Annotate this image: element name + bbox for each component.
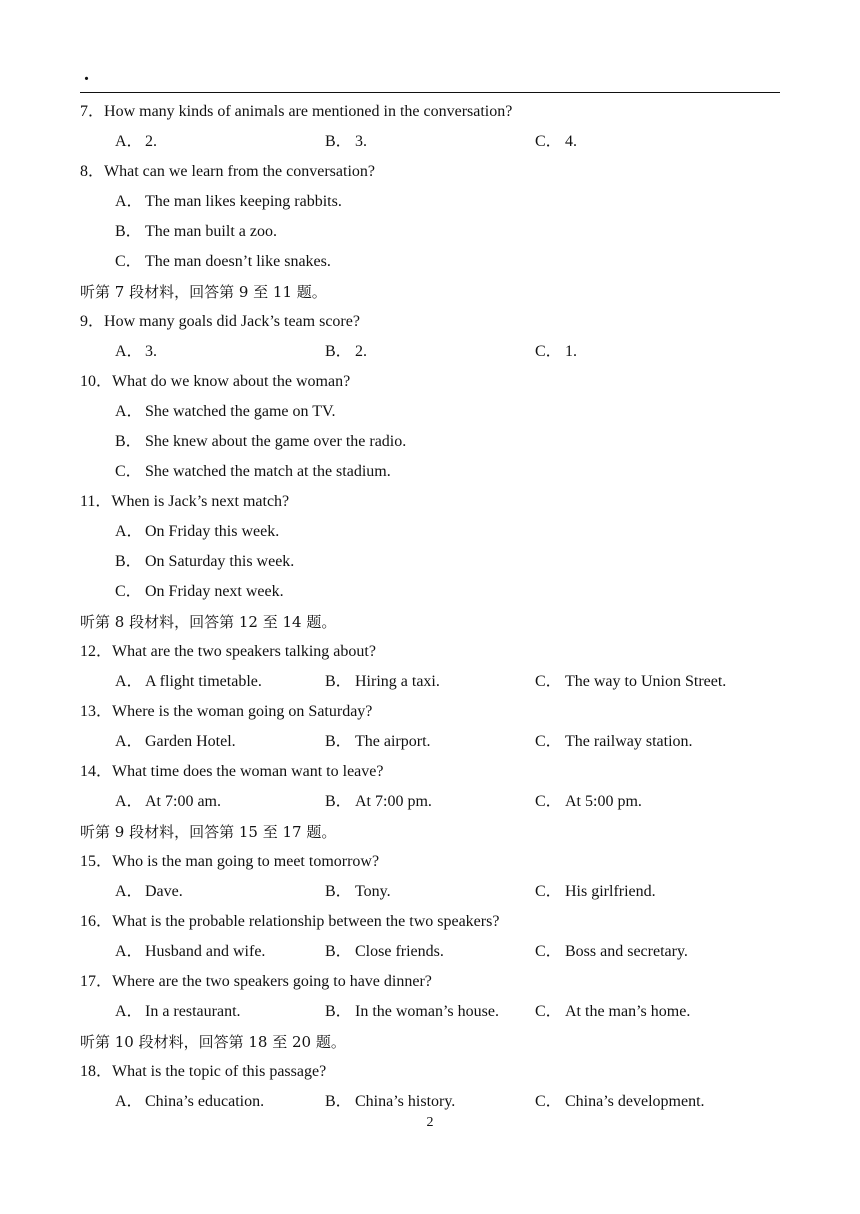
option: [115, 517, 279, 547]
option-text: 2.: [145, 133, 157, 150]
question-line: [80, 697, 780, 727]
option-text: She knew about the game over the radio.: [145, 433, 407, 450]
option: [115, 577, 284, 607]
option: [535, 877, 656, 907]
option: [535, 337, 577, 367]
option-letter: A．: [115, 193, 143, 210]
section-instruction: [80, 1027, 780, 1057]
question-text: How many kinds of animals are mentioned in the conversation?: [104, 103, 513, 120]
option: [325, 937, 444, 967]
options-row: [80, 997, 780, 1027]
option-letter: A．: [115, 883, 143, 900]
option-line: [80, 517, 780, 547]
question-line: [80, 907, 780, 937]
option: [115, 787, 221, 817]
question-line: [80, 967, 780, 997]
section-instruction: [80, 817, 780, 847]
question-number: 7．: [80, 103, 105, 120]
option-letter: C．: [115, 463, 142, 480]
option: [115, 547, 294, 577]
option-text: On Friday this week.: [145, 523, 280, 540]
option-text: The railway station.: [565, 733, 693, 750]
option-letter: B．: [115, 553, 142, 570]
option-text: 2.: [355, 343, 367, 360]
option-letter: B．: [115, 433, 142, 450]
options-row: [80, 127, 780, 157]
option-letter: A．: [115, 943, 143, 960]
question-line: [80, 157, 780, 187]
question-text: Who is the man going to meet tomorrow?: [112, 853, 380, 870]
section-text: 听第 10 段材料，回答第 18 至 20 题。: [80, 1033, 346, 1051]
question-text: What is the probable relationship between the two speakers?: [112, 913, 500, 930]
question-list: [80, 97, 780, 1117]
option-letter: B．: [325, 733, 352, 750]
option: [535, 667, 726, 697]
option: [115, 667, 262, 697]
option: [115, 937, 265, 967]
option-text: Tony.: [355, 883, 391, 900]
option-line: [80, 457, 780, 487]
section-text: 听第 8 段材料，回答第 12 至 14 题。: [80, 613, 337, 631]
question-number: 16．: [80, 913, 113, 930]
option-letter: C．: [535, 883, 562, 900]
options-row: [80, 337, 780, 367]
option-letter: C．: [535, 733, 562, 750]
option: [115, 457, 391, 487]
option-text: At the man’s home.: [565, 1003, 691, 1020]
question-line: [80, 847, 780, 877]
question-line: [80, 757, 780, 787]
option: [115, 187, 342, 217]
option: [115, 217, 277, 247]
option: [535, 937, 688, 967]
question-line: [80, 307, 780, 337]
question-text: How many goals did Jack’s team score?: [104, 313, 360, 330]
option-line: [80, 397, 780, 427]
option: [115, 127, 157, 157]
options-row: [80, 937, 780, 967]
options-row: [80, 1087, 780, 1117]
option-letter: C．: [115, 253, 142, 270]
question-line: [80, 97, 780, 127]
option-letter: A．: [115, 133, 143, 150]
question-line: [80, 367, 780, 397]
question-number: 11．: [80, 493, 112, 510]
option-letter: A．: [115, 403, 143, 420]
option-text: Dave.: [145, 883, 183, 900]
option-letter: C．: [115, 583, 142, 600]
option: [115, 997, 241, 1027]
option-text: At 7:00 am.: [145, 793, 221, 810]
option-text: Garden Hotel.: [145, 733, 236, 750]
option: [535, 787, 642, 817]
option: [115, 877, 183, 907]
option: [115, 247, 331, 277]
option-letter: B．: [325, 793, 352, 810]
option-letter: B．: [325, 883, 352, 900]
option: [535, 127, 577, 157]
option-letter: B．: [325, 1093, 352, 1110]
question-number: 15．: [80, 853, 113, 870]
option-letter: C．: [535, 133, 562, 150]
option: [115, 427, 406, 457]
option-letter: C．: [535, 793, 562, 810]
option-text: The airport.: [355, 733, 431, 750]
option-text: The man likes keeping rabbits.: [145, 193, 342, 210]
option-text: China’s development.: [565, 1093, 705, 1110]
question-text: When is Jack’s next match?: [111, 493, 290, 510]
option-text: In the woman’s house.: [355, 1003, 499, 1020]
options-row: [80, 727, 780, 757]
option-letter: C．: [535, 1003, 562, 1020]
option-letter: B．: [325, 133, 352, 150]
option: [115, 1087, 264, 1117]
question-text: What time does the woman want to leave?: [112, 763, 384, 780]
option-letter: B．: [325, 343, 352, 360]
page-number: 2: [426, 1115, 434, 1130]
question-number: 10．: [80, 373, 113, 390]
header-dot: .: [84, 63, 89, 85]
section-instruction: [80, 607, 780, 637]
option-text: The man doesn’t like snakes.: [145, 253, 331, 270]
question-line: [80, 1057, 780, 1087]
option-letter: B．: [325, 943, 352, 960]
option-line: [80, 187, 780, 217]
question-line: [80, 637, 780, 667]
option-letter: B．: [115, 223, 142, 240]
option: [115, 397, 335, 427]
section-instruction: [80, 277, 780, 307]
option-text: His girlfriend.: [565, 883, 656, 900]
header-rule: [80, 92, 780, 93]
question-text: What can we learn from the conversation?: [104, 163, 375, 180]
option-text: 1.: [565, 343, 577, 360]
question-text: Where are the two speakers going to have dinner?: [112, 973, 432, 990]
section-text: 听第 7 段材料，回答第 9 至 11 题。: [80, 283, 327, 301]
option: [115, 337, 157, 367]
option-text: A flight timetable.: [145, 673, 262, 690]
option: [535, 997, 690, 1027]
option-text: At 5:00 pm.: [565, 793, 642, 810]
question-text: What are the two speakers talking about?: [112, 643, 376, 660]
option-line: [80, 217, 780, 247]
section-text: 听第 9 段材料，回答第 15 至 17 题。: [80, 823, 337, 841]
option-line: [80, 547, 780, 577]
option-text: 3.: [145, 343, 157, 360]
option-text: She watched the game on TV.: [145, 403, 336, 420]
option: [325, 1087, 455, 1117]
question-text: Where is the woman going on Saturday?: [112, 703, 373, 720]
option-text: Close friends.: [355, 943, 444, 960]
option-text: At 7:00 pm.: [355, 793, 432, 810]
option-text: 3.: [355, 133, 367, 150]
option-text: She watched the match at the stadium.: [145, 463, 391, 480]
option-letter: C．: [535, 1093, 562, 1110]
option-letter: C．: [535, 673, 562, 690]
question-number: 18．: [80, 1063, 113, 1080]
question-number: 13．: [80, 703, 113, 720]
options-row: [80, 667, 780, 697]
option-text: 4.: [565, 133, 577, 150]
question-line: [80, 487, 780, 517]
option: [535, 1087, 705, 1117]
option-text: Husband and wife.: [145, 943, 266, 960]
option-text: The man built a zoo.: [145, 223, 277, 240]
option: [325, 727, 431, 757]
option-line: [80, 247, 780, 277]
option-letter: A．: [115, 673, 143, 690]
option-letter: A．: [115, 733, 143, 750]
question-number: 17．: [80, 973, 113, 990]
question-text: What do we know about the woman?: [112, 373, 351, 390]
options-row: [80, 787, 780, 817]
option-letter: A．: [115, 793, 143, 810]
option-letter: C．: [535, 943, 562, 960]
option: [325, 667, 440, 697]
option: [325, 997, 499, 1027]
option-letter: A．: [115, 1003, 143, 1020]
option: [535, 727, 693, 757]
option-text: Hiring a taxi.: [355, 673, 440, 690]
question-number: 14．: [80, 763, 113, 780]
option-letter: A．: [115, 523, 143, 540]
option: [325, 877, 391, 907]
question-number: 12．: [80, 643, 113, 660]
option: [325, 337, 367, 367]
options-row: [80, 877, 780, 907]
option-letter: A．: [115, 343, 143, 360]
option-text: In a restaurant.: [145, 1003, 241, 1020]
option-text: The way to Union Street.: [565, 673, 727, 690]
option-letter: A．: [115, 1093, 143, 1110]
option: [325, 787, 432, 817]
option-letter: C．: [535, 343, 562, 360]
question-number: 9．: [80, 313, 105, 330]
option-line: [80, 577, 780, 607]
option-letter: B．: [325, 1003, 352, 1020]
option: [325, 127, 367, 157]
question-number: 8．: [80, 163, 105, 180]
option-line: [80, 427, 780, 457]
option-text: Boss and secretary.: [565, 943, 688, 960]
option-text: China’s education.: [145, 1093, 265, 1110]
option-letter: B．: [325, 673, 352, 690]
option-text: On Friday next week.: [145, 583, 284, 600]
option-text: China’s history.: [355, 1093, 456, 1110]
question-text: What is the topic of this passage?: [112, 1063, 327, 1080]
option: [115, 727, 236, 757]
option-text: On Saturday this week.: [145, 553, 295, 570]
